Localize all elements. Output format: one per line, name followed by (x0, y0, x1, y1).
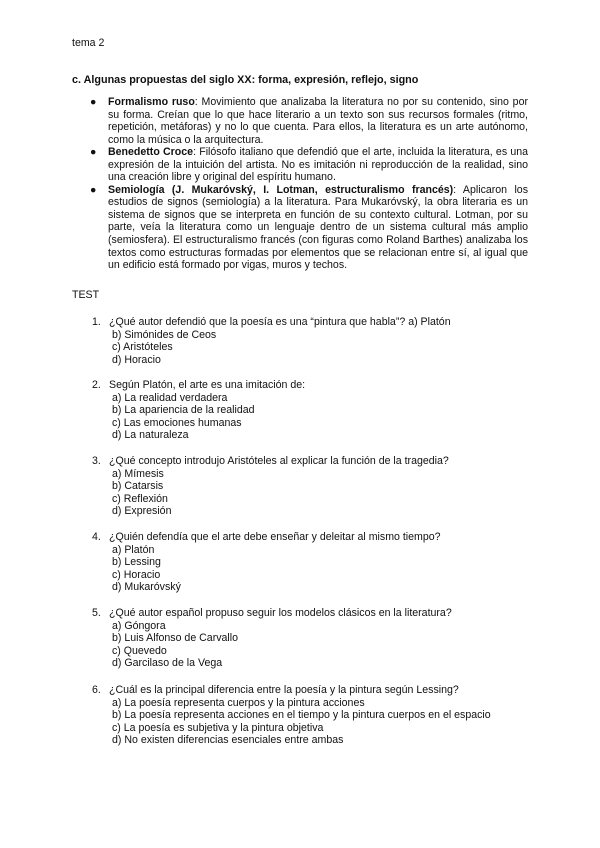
bullet-term: Formalismo ruso (108, 96, 195, 108)
answer-option: b) Simónides de Ceos (112, 328, 217, 341)
bullet-text: : Movimiento que analizaba la literatura no por su contenido, sino por su forma. Creían que lo que hace literario a un texto son sus recursos formales (ritmo, repetición, metáforas) y no lo que cuenta. Para ellos, la literatura es un arte autónomo, como la música o la arquitectura. (108, 96, 528, 146)
question-number: 6. (92, 684, 101, 696)
bullet-item (90, 96, 528, 146)
answer-option: b) Catarsis (112, 480, 164, 493)
answer-option: a) Platón (112, 543, 155, 556)
answer-option: d) La naturaleza (112, 429, 189, 442)
bullet-icon: ● (90, 183, 97, 196)
question-number: 1. (92, 316, 101, 328)
answer-option: b) La poesía representa acciones en el tiempo y la pintura cuerpos en el espacio (112, 709, 491, 722)
question-number: 4. (92, 531, 101, 543)
bullet-list (90, 96, 528, 272)
test-label: TEST (72, 289, 100, 301)
bullet-icon: ● (90, 96, 97, 108)
question-text: Según Platón, el arte es una imitación de: (109, 379, 306, 391)
answer-option: d) No existen diferencias esenciales entre ambas (112, 734, 344, 747)
question-number: 5. (92, 607, 101, 619)
question-number: 3. (92, 455, 101, 467)
bullet-icon: ● (90, 146, 97, 159)
question-text: ¿Quién defendía que el arte debe enseñar y deleitar al mismo tiempo? (109, 531, 441, 543)
bullet-text: : Filósofo italiano que defendió que el arte, incluida la literatura, es una expresión de la intuición del artista. No es imitación ni reproducción de la realidad, sino una creación libre y original del espíritu humano. (108, 146, 529, 184)
question (92, 684, 532, 747)
answer-option: b) Luis Alfonso de Carvallo (112, 632, 239, 645)
answer-option: a) Góngora (112, 619, 166, 632)
bullet-item (90, 146, 528, 184)
question (92, 455, 532, 518)
answer-option: a) Mímesis (112, 467, 164, 480)
question-text: ¿Cuál es la principal diferencia entre la poesía y la pintura según Lessing? (109, 684, 459, 696)
question (92, 607, 532, 670)
section-heading: c. Algunas propuestas del siglo XX: forma, expresión, reflejo, signo (72, 74, 419, 86)
answer-option: c) Aristóteles (112, 341, 173, 354)
answer-option: d) Expresión (112, 505, 172, 518)
answer-option: c) La poesía es subjetiva y la pintura objetiva (112, 721, 324, 734)
question (92, 531, 532, 594)
answer-option: d) Garcilaso de la Vega (112, 657, 223, 670)
question-text: ¿Qué autor defendió que la poesía es una “pintura que habla”? a) Platón (109, 316, 451, 328)
answer-option: a) La realidad verdadera (112, 391, 228, 404)
question (92, 316, 532, 366)
bullet-item (90, 184, 528, 272)
answer-option: d) Mukaróvský (112, 581, 181, 594)
answer-option: c) Las emociones humanas (112, 416, 242, 429)
question-text: ¿Qué autor español propuso seguir los modelos clásicos en la literatura? (109, 607, 452, 619)
page-header: tema 2 (72, 37, 105, 49)
answer-option: a) La poesía representa cuerpos y la pintura acciones (112, 696, 365, 709)
question (92, 379, 532, 442)
answer-option: c) Reflexión (112, 492, 168, 505)
answer-option: b) La apariencia de la realidad (112, 404, 255, 417)
question-text: ¿Qué concepto introdujo Aristóteles al explicar la función de la tragedia? (109, 455, 449, 467)
answer-option: b) Lessing (112, 556, 161, 569)
answer-option: c) Quevedo (112, 644, 167, 657)
question-number: 2. (92, 379, 101, 391)
bullet-term: Semiología (J. Mukaróvský, I. Lotman, estructuralismo francés) (108, 183, 454, 196)
answer-option: d) Horacio (112, 353, 161, 366)
bullet-term: Benedetto Croce (108, 146, 194, 159)
answer-option: c) Horacio (112, 568, 161, 581)
bullet-text: : Aplicaron los estudios de signos (semiología) a la literatura. Para Mukaróvský, la obra literaria es un sistema de signos que se interpreta en función de su contexto cultural. Lotman, por su parte, veía la literatura como un lenguaje dentro de un sistema cultural más amplio (semiosfera). El estructuralismo francés (con figuras como Roland Barthes) analizaba los textos como estructuras formadas por elementos que se relacionan entre sí, al igual que un edificio está formado por vigas, muros y techos. (108, 183, 528, 272)
